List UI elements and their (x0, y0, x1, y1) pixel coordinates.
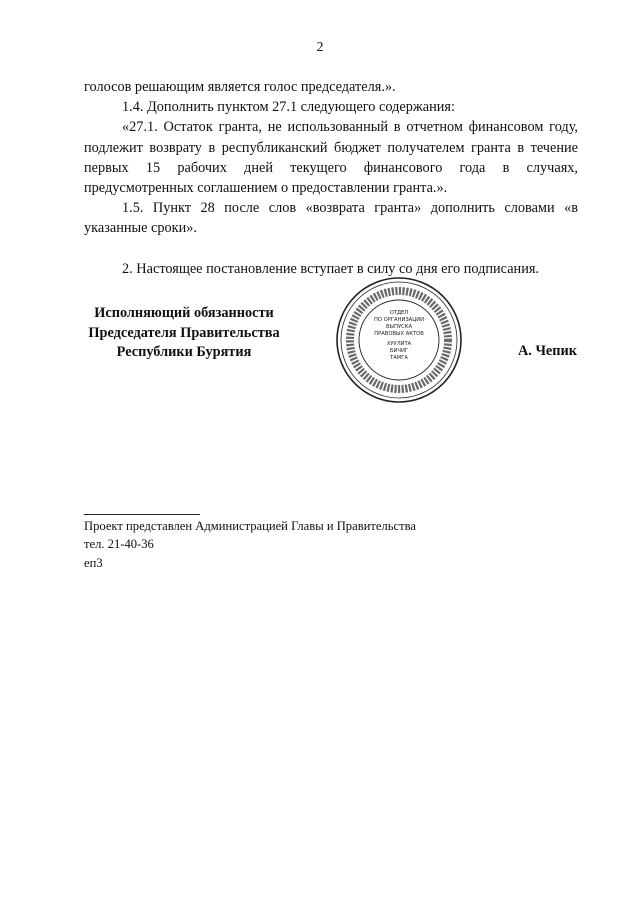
paragraph-1-5: 1.5. Пункт 28 после слов «возврата гранта» дополнить словами «в указанные сроки». (84, 200, 578, 237)
signatory-title (84, 304, 284, 363)
paragraph-27-1-quote: «27.1. Остаток гранта, не использованный в отчетном финансовом году, подлежит возврату в республиканский бюджет получателем гранта в течение первых 15 рабочих дней текущего финансового года в случаях, предусмотренных соглашением о предоставлении гранта.». (84, 119, 578, 197)
signatory-title-line-1: Исполняющий обязанности (94, 305, 274, 321)
seal-line-7: ТАМГА (390, 355, 408, 361)
seal-line-1: ОТДЕЛ (389, 310, 409, 316)
paragraph-1-4: 1.4. Дополнить пунктом 27.1 следующего содержания: (122, 99, 455, 116)
signatory-title-line-3: Республики Бурятия (116, 344, 252, 360)
seal-line-6: БИЧИГ (389, 348, 409, 354)
paragraph-continuation: голосов решающим является голос председателя.». (84, 79, 396, 95)
seal-line-2: ПО ОРГАНИЗАЦИИ (373, 317, 425, 323)
seal-line-3: ВЫПУСКА (385, 324, 413, 330)
document-body (84, 77, 578, 279)
paragraph-2: 2. Настоящее постановление вступает в силу со дня его подписания. (122, 260, 539, 277)
signatory-name: А. Чепик (517, 343, 577, 359)
official-seal (334, 275, 464, 405)
footnote-line-2: тел. 21-40-36 (84, 537, 154, 551)
signatory-title-line-2: Председателя Правительства (88, 324, 280, 341)
footnote-line-1: Проект представлен Администрацией Главы и Правительства (84, 519, 416, 533)
seal-line-5: ХУУЛИТА (386, 341, 412, 347)
seal-line-4: ПРАВОВЫХ АКТОВ (374, 331, 424, 337)
footnote (84, 517, 416, 553)
page-number: 2 (316, 40, 324, 55)
footnote-divider (84, 514, 200, 515)
document-code: еп3 (84, 556, 103, 570)
